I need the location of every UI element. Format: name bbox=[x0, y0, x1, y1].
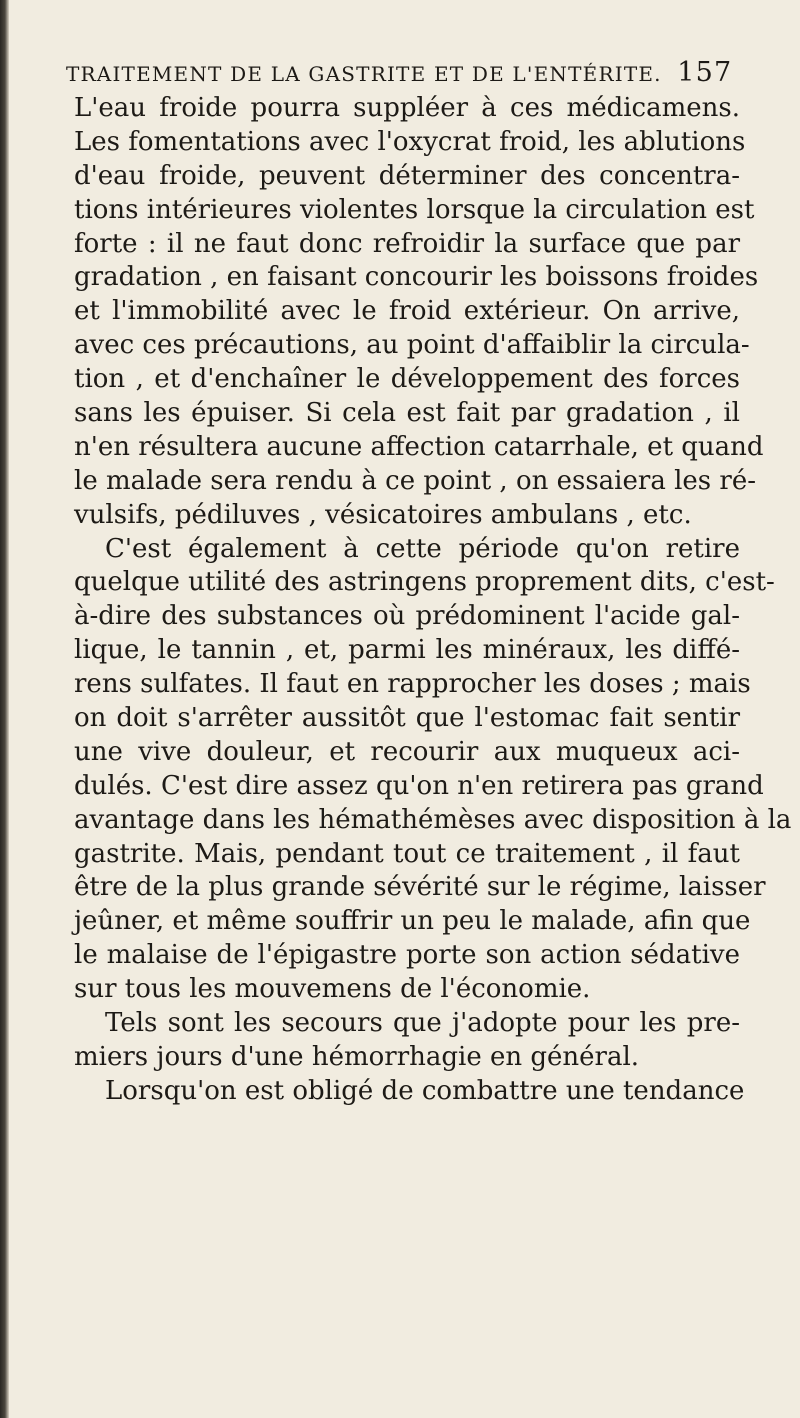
text-line: jeûner, et même souffrir un peu le malade, afin que bbox=[74, 906, 751, 937]
running-title: TRAITEMENT DE LA GASTRITE ET DE L'ENTÉRITE. bbox=[66, 62, 662, 86]
text-line: quelque utilité des astringens proprement dits, c'est- bbox=[74, 567, 775, 598]
page-binding-edge bbox=[0, 0, 9, 1418]
text-line: forte : il ne faut donc refroidir la surface que par bbox=[74, 228, 740, 259]
text-line: rens sulfates. Il faut en rapprocher les doses ; mais bbox=[74, 669, 751, 700]
text-line: le malaise de l'épigastre porte son action sédative bbox=[74, 940, 740, 971]
text-line: n'en résultera aucune affection catarrhale, et quand bbox=[74, 431, 764, 462]
text-line: sur tous les mouvemens de l'économie. bbox=[74, 974, 591, 1005]
text-line: et l'immobilité avec le froid extérieur. On arrive, bbox=[74, 296, 740, 327]
text-line: le malade sera rendu à ce point , on essaiera les ré- bbox=[74, 465, 756, 496]
text-line: lique, le tannin , et, parmi les minéraux, les diffé- bbox=[74, 635, 740, 666]
text-line: tion , et d'enchaîner le développement des forces bbox=[74, 364, 740, 395]
text-line: L'eau froide pourra suppléer à ces médicamens. bbox=[74, 93, 740, 123]
body-text bbox=[74, 92, 792, 1109]
text-line: Les fomentations avec l'oxycrat froid, les ablutions bbox=[74, 126, 746, 157]
text-line: être de la plus grande sévérité sur le régime, laisser bbox=[74, 872, 766, 903]
text-line: à-dire des substances où prédominent l'acide gal- bbox=[74, 601, 740, 632]
text-line: tions intérieures violentes lorsque la circulation est bbox=[74, 194, 755, 225]
text-line: sans les épuiser. Si cela est fait par gradation , il bbox=[74, 398, 740, 429]
text-line: Tels sont les secours que j'adopte pour les pre- bbox=[105, 1008, 740, 1039]
running-header bbox=[66, 58, 766, 92]
text-line: gastrite. Mais, pendant tout ce traitement , il faut bbox=[74, 838, 740, 869]
text-line: vulsifs, pédiluves , vésicatoires ambulans , etc. bbox=[74, 499, 692, 530]
text-line: C'est également à cette période qu'on retire bbox=[105, 533, 740, 564]
text-line: avec ces précautions, au point d'affaiblir la circula- bbox=[74, 330, 750, 361]
text-line: miers jours d'une hémorrhagie en général. bbox=[74, 1041, 640, 1072]
text-line: gradation , en faisant concourir les boissons froides bbox=[74, 262, 759, 293]
text-line: Lorsqu'on est obligé de combattre une tendance bbox=[105, 1075, 745, 1106]
text-line: dulés. C'est dire assez qu'on n'en retirera pas grand bbox=[74, 770, 764, 801]
text-line: une vive douleur, et recourir aux muqueux aci- bbox=[74, 736, 740, 767]
page-number: 157 bbox=[677, 57, 733, 88]
book-page bbox=[66, 57, 792, 1109]
text-line: avantage dans les hémathémèses avec disposition à la bbox=[74, 804, 792, 835]
text-line: d'eau froide, peuvent déterminer des concentra- bbox=[74, 160, 740, 191]
text-line: on doit s'arrêter aussitôt que l'estomac fait sentir bbox=[74, 703, 740, 734]
